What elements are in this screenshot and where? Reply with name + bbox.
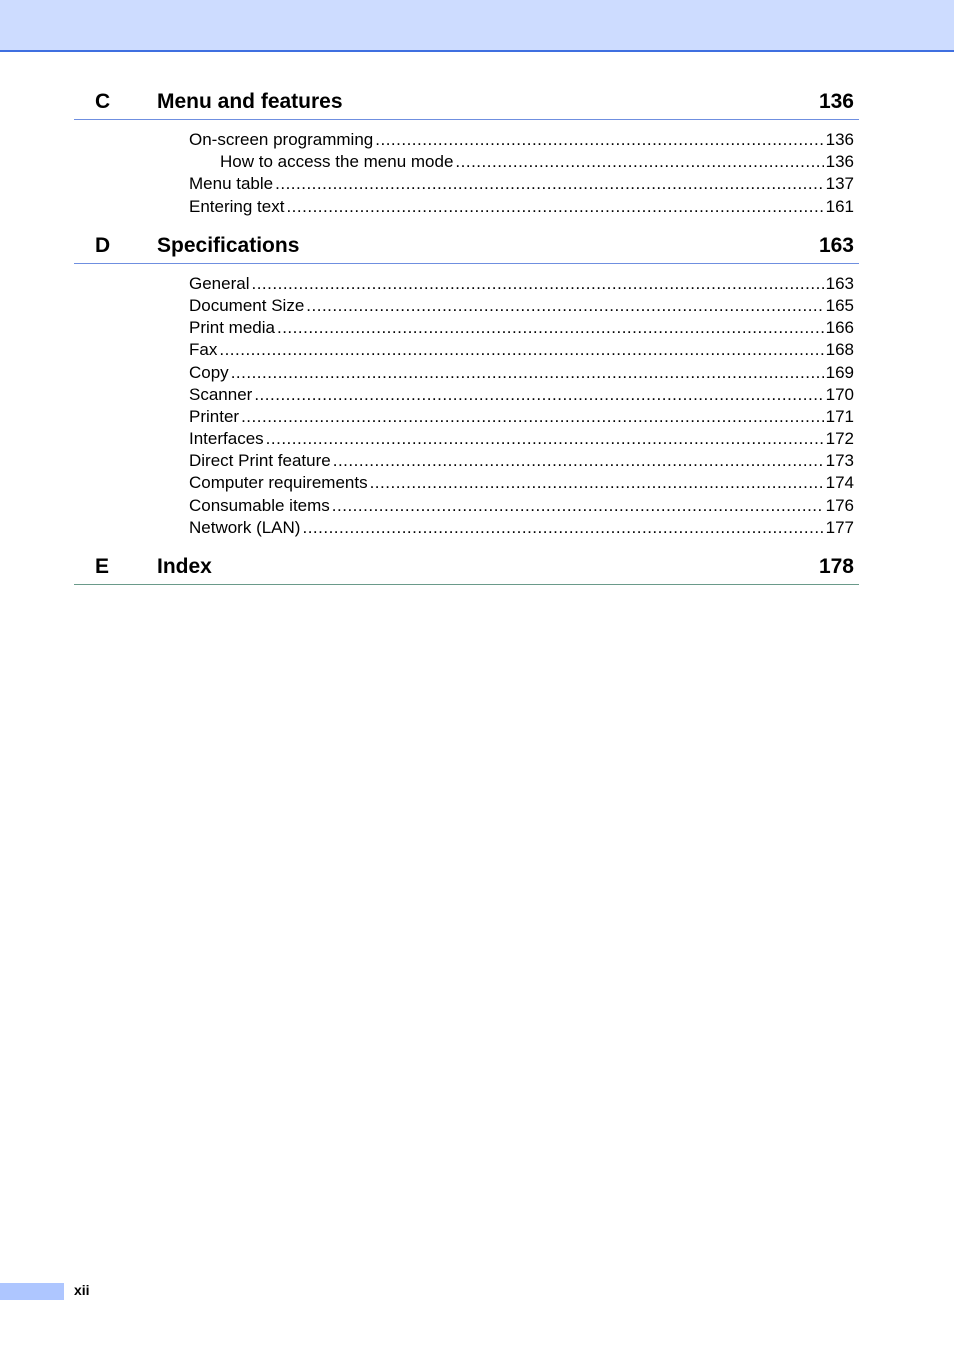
entry-label: Menu table [189,174,274,194]
chapter-entries [74,264,859,551]
entry-page: 136 [825,152,854,172]
chapter-e [74,551,859,585]
toc-entry[interactable] [189,517,854,539]
chapter-page: 163 [818,233,854,257]
chapter-title: Specifications [157,233,300,257]
toc-subentry[interactable] [220,151,854,173]
toc-entry[interactable] [189,173,854,195]
toc-entry[interactable] [189,339,854,361]
chapter-heading[interactable] [74,230,859,264]
chapter-letter: D [95,233,111,257]
toc-entry[interactable] [189,384,854,406]
entry-label: General [189,273,250,293]
chapter-d [74,230,859,551]
entry-label: On-screen programming [189,130,374,149]
entry-page: 165 [825,295,854,315]
entry-page: 169 [825,362,854,382]
chapter-letter: E [95,555,110,578]
dot-leader [231,362,824,384]
entry-label: Fax [189,340,218,360]
entry-label: Printer [189,406,240,426]
entry-page: 177 [825,517,854,537]
chapter-entries [74,120,859,230]
entry-page: 174 [825,473,854,493]
toc-entry[interactable] [189,295,854,317]
entry-page: 137 [825,174,854,194]
chapter-page: 178 [818,555,854,578]
entry-page: 168 [825,340,854,360]
dot-leader [455,151,823,173]
dot-leader [375,129,823,151]
toc-entry[interactable] [189,495,854,517]
entry-label: How to access the menu mode [220,152,454,172]
dot-leader [302,517,823,539]
entry-page: 170 [825,384,854,404]
entry-label: Document Size [189,295,305,315]
dot-leader [219,339,823,361]
entry-label: Scanner [189,384,253,404]
entry-page: 136 [825,130,854,149]
chapter-heading[interactable] [74,86,859,120]
entry-label: Consumable items [189,495,330,515]
entry-page: 161 [825,196,854,216]
entry-label: Computer requirements [189,473,368,493]
entry-page: 176 [825,495,854,515]
toc-entry[interactable] [189,196,854,218]
entry-page: 166 [825,318,854,338]
chapter-title: Menu and features [157,90,343,113]
toc-entry[interactable] [189,317,854,339]
chapter-heading[interactable] [74,551,859,585]
footer-tab [0,1283,64,1300]
entry-label: Interfaces [189,429,264,449]
entry-label: Entering text [189,196,285,216]
dot-leader [286,196,823,218]
entry-label: Copy [189,362,229,382]
chapter-title: Index [157,555,212,578]
entry-page: 173 [825,451,854,471]
dot-leader [333,450,824,472]
toc-entry[interactable] [189,129,854,151]
chapter-letter: C [95,90,111,113]
entry-label: Print media [189,318,275,338]
toc-entry[interactable] [189,428,854,450]
chapter-c [74,86,859,230]
toc-entry[interactable] [189,362,854,384]
dot-leader [332,495,824,517]
dot-leader [275,173,824,195]
entry-label: Network (LAN) [189,517,301,537]
toc-entry[interactable] [189,472,854,494]
entry-page: 172 [825,429,854,449]
toc-entry[interactable] [189,273,854,295]
dot-leader [370,472,824,494]
dot-leader [254,384,823,406]
chapter-page: 136 [818,90,854,113]
page-number: xii [74,1282,90,1298]
dot-leader [241,406,824,428]
entry-page: 163 [825,273,854,293]
dot-leader [277,317,824,339]
dot-leader [251,273,823,295]
toc-entry[interactable] [189,450,854,472]
header-band [0,0,954,52]
dot-leader [266,428,824,450]
table-of-contents [74,86,859,585]
dot-leader [306,295,823,317]
entry-label: Direct Print feature [189,451,331,471]
entry-page: 171 [825,406,854,426]
toc-entry[interactable] [189,406,854,428]
